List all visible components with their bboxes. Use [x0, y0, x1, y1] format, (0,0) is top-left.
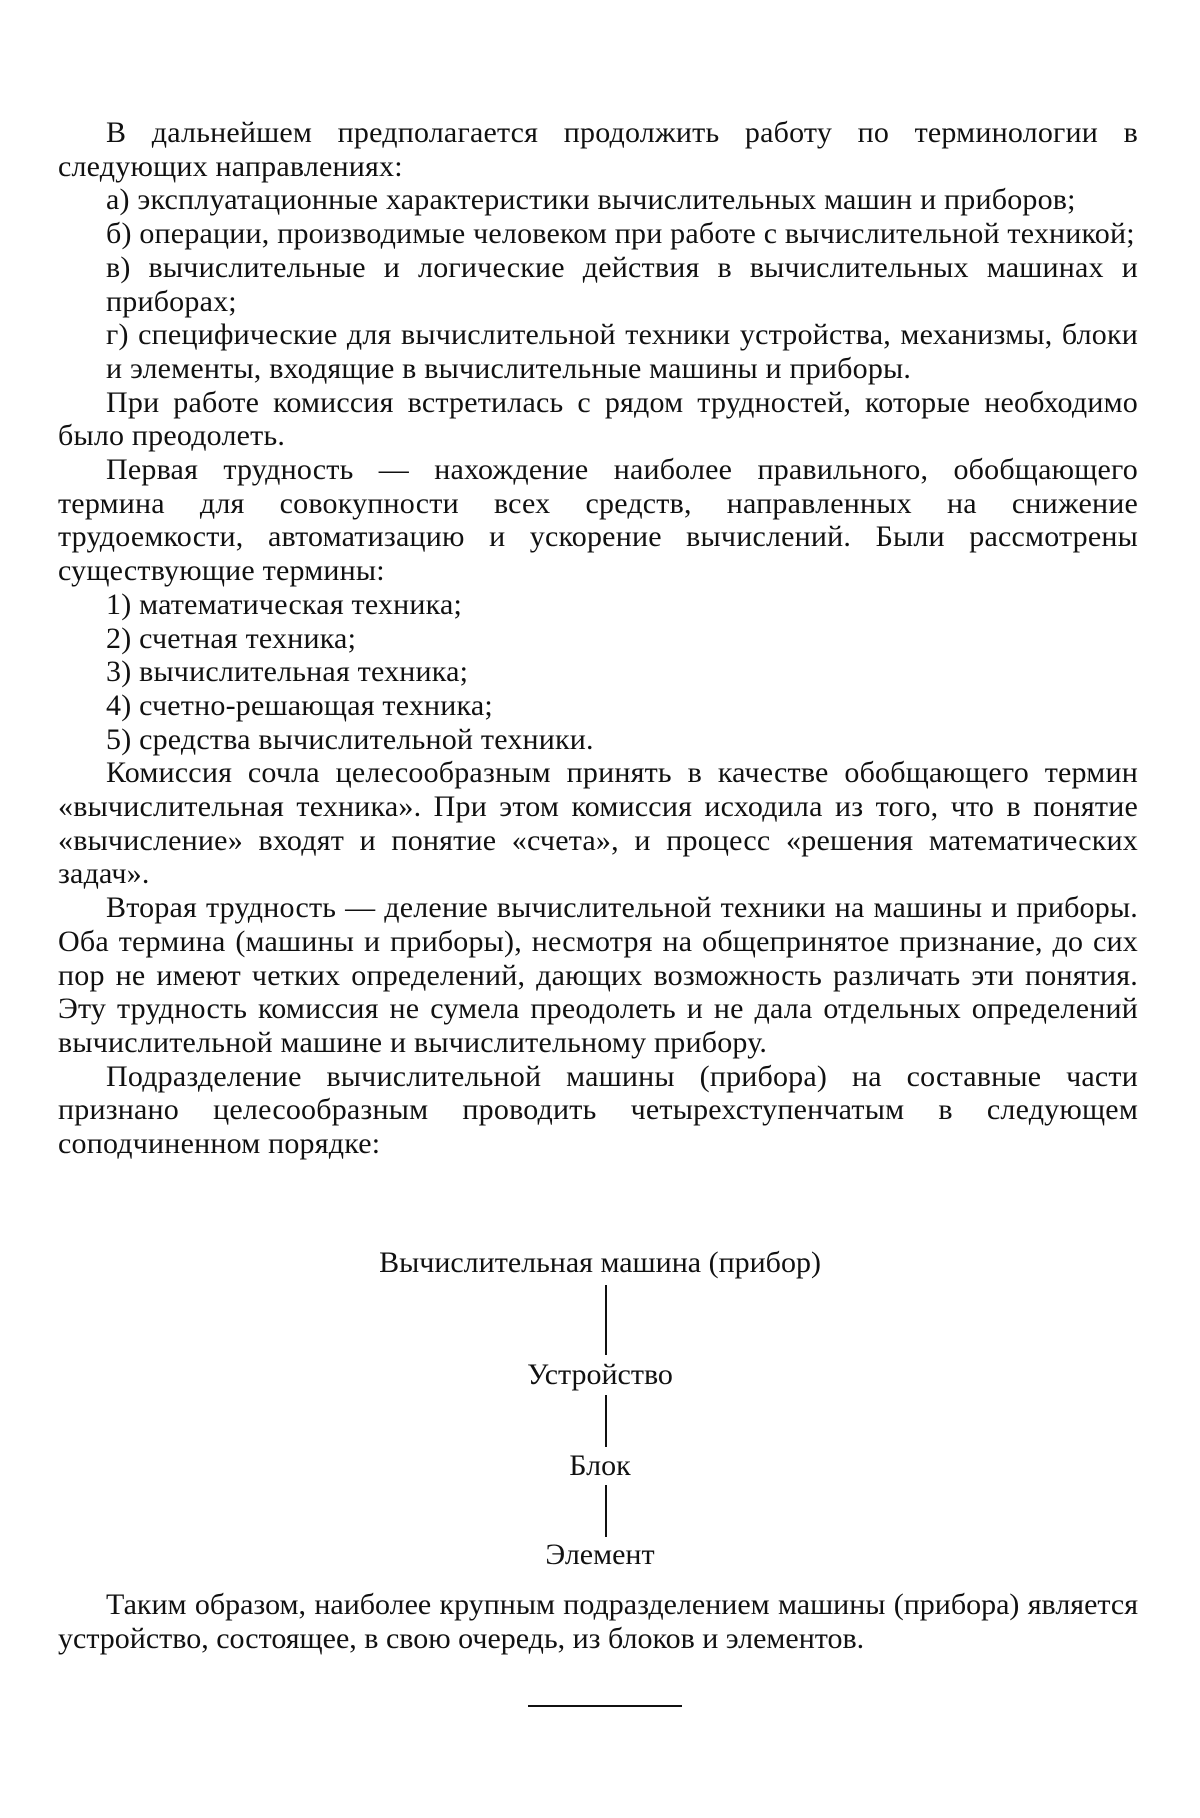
scheme-level-machine: Вычислительная машина (прибор) — [0, 1245, 1200, 1281]
scheme-connector-1 — [605, 1285, 607, 1355]
first-difficulty-paragraph: Первая трудность — нахождение наиболее правильного, обобщающего термина для совокупности всех средств, направленных на снижение трудоемкости, автоматизацию и ускорение вычислений. Были рассмотрены существующие термины: — [58, 453, 1138, 588]
term-4: 4) счетно-решающая техника; — [58, 689, 1138, 723]
term-2: 2) счетная техника; — [58, 622, 1138, 656]
difficulties-paragraph: При работе комиссия встретилась с рядом трудностей, которые необходимо было преодолеть. — [58, 386, 1138, 453]
term-1: 1) математическая техника; — [58, 588, 1138, 622]
section-divider — [528, 1705, 682, 1707]
scheme-level-block: Блок — [0, 1448, 1200, 1484]
main-text — [58, 116, 1138, 1161]
conclusion-block — [58, 1588, 1138, 1655]
scheme-connector-3 — [605, 1485, 607, 1537]
direction-b: б) операции, производимые человеком при работе с вычислительной техникой; — [58, 217, 1138, 251]
hierarchy-scheme — [0, 1245, 1200, 1545]
scheme-level-device: Устройство — [0, 1357, 1200, 1393]
direction-c: в) вычислительные и логические действия в вычислительных машинах и приборах; — [58, 251, 1138, 318]
subdivision-paragraph: Подразделение вычислительной машины (прибора) на составные части признано целесообразным проводить четырехступенчатым в следующем соподчиненном порядке: — [58, 1060, 1138, 1161]
term-3: 3) вычислительная техника; — [58, 655, 1138, 689]
term-5: 5) средства вычислительной техники. — [58, 723, 1138, 757]
direction-a: а) эксплуатационные характеристики вычислительных машин и приборов; — [58, 183, 1138, 217]
second-difficulty-paragraph: Вторая трудность — деление вычислительной техники на машины и приборы. Оба термина (машины и приборы), несмотря на общепринятое признание, до сих пор не имеют четких определений, дающих возможность различать эти понятия. Эту трудность комиссия не сумела преодолеть и не дала отдельных определений вычислительной машине и вычислительному прибору. — [58, 891, 1138, 1060]
document-page — [0, 0, 1200, 1818]
commission-paragraph: Комиссия сочла целесообразным принять в качестве обобщающего термин «вычислительная техника». При этом комиссия исходила из того, что в понятие «вычисление» входят и понятие «счета», и процесс «решения математических задач». — [58, 756, 1138, 891]
direction-d: г) специфические для вычислительной техники устройства, механизмы, блоки и элементы, входящие в вычислительные машины и приборы. — [58, 318, 1138, 385]
scheme-level-element: Элемент — [0, 1537, 1200, 1573]
intro-paragraph: В дальнейшем предполагается продолжить работу по терминологии в следующих направлениях: — [58, 116, 1138, 183]
scheme-connector-2 — [605, 1395, 607, 1447]
conclusion-paragraph: Таким образом, наиболее крупным подразделением машины (прибора) является устройство, состоящее, в свою очередь, из блоков и элементов. — [58, 1588, 1138, 1655]
